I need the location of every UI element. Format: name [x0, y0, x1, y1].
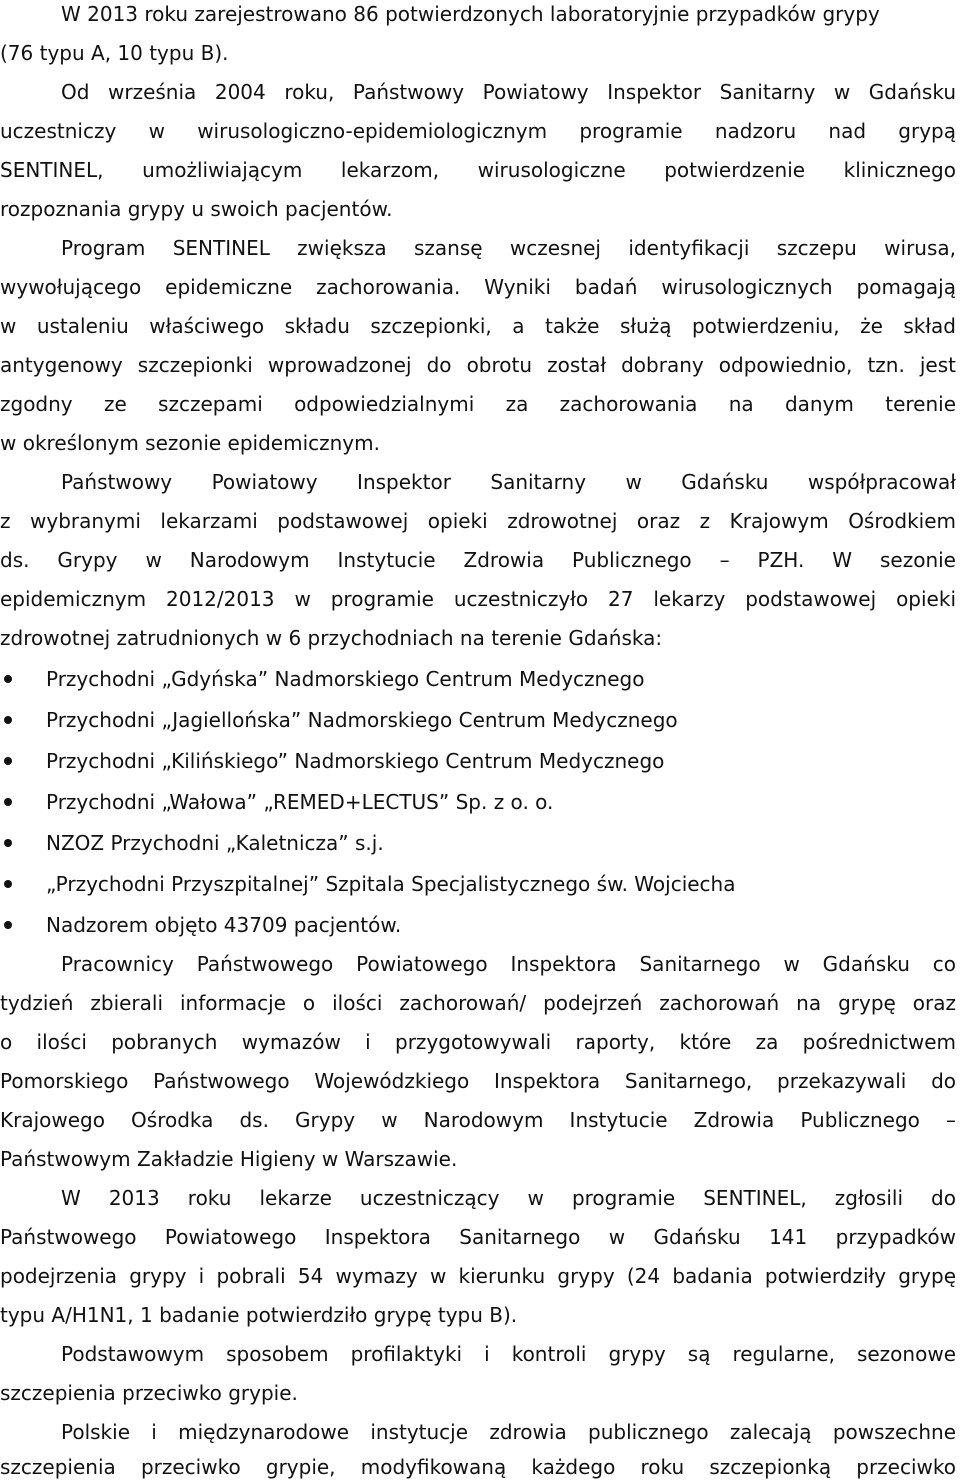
list-item — [0, 706, 960, 734]
text-line: SENTINEL, umożliwiającym lekarzom, wirusologiczne potwierdzenie klinicznego — [0, 158, 956, 182]
text-line: Państwowego Powiatowego Inspektora Sanitarnego w Gdańsku 141 przypadków — [0, 1225, 956, 1249]
text-line: szczepienia przeciwko grypie, modyfikowaną każdego roku szczepionką przeciwko — [0, 1455, 956, 1479]
text-line: o ilości pobranych wymazów i przygotowywali raporty, które za pośrednictwem — [0, 1030, 956, 1054]
list-item-text: NZOZ Przychodni „Kaletnicza” s.j. — [46, 831, 384, 855]
list-item — [0, 870, 960, 898]
text-line: W 2013 roku zarejestrowano 86 potwierdzonych laboratoryjnie przypadków grypy — [61, 2, 880, 26]
text-line: uczestniczy w wirusologiczno-epidemiologicznym programie nadzoru nad grypą — [0, 119, 956, 143]
list-item — [0, 665, 960, 693]
list-item-text: Przychodni „Jagiellońska” Nadmorskiego Centrum Medycznego — [46, 708, 678, 732]
text-line: Pomorskiego Państwowego Wojewódzkiego Inspektora Sanitarnego, przekazywali do — [0, 1069, 956, 1093]
text-line: podejrzenia grypy i pobrali 54 wymazy w kierunku grypy (24 badania potwierdziły grypę — [0, 1264, 956, 1288]
list-item — [0, 829, 960, 857]
text-line: zgodny ze szczepami odpowiedzialnymi za zachorowania na danym terenie — [0, 392, 956, 416]
text-line: Program SENTINEL zwiększa szansę wczesnej identyfikacji szczepu wirusa, — [61, 236, 956, 260]
list-item — [0, 911, 960, 939]
text-line: Pracownicy Państwowego Powiatowego Inspektora Sanitarnego w Gdańsku co — [61, 952, 956, 976]
text-line: antygenowy szczepionki wprowadzonej do obrotu został dobrany odpowiednio, tzn. jest — [0, 353, 956, 377]
bullet-icon — [4, 880, 12, 888]
list-item-text: Przychodni „Gdyńska” Nadmorskiego Centrum Medycznego — [46, 667, 645, 691]
bullet-icon — [4, 716, 12, 724]
text-line: w ustaleniu właściwego składu szczepionki, a także służą potwierdzeniu, że skład — [0, 314, 956, 338]
text-line: epidemicznym 2012/2013 w programie uczestniczyło 27 lekarzy podstawowej opieki — [0, 587, 956, 611]
bullet-icon — [4, 798, 12, 806]
bullet-icon — [4, 921, 12, 929]
text-line: Podstawowym sposobem profilaktyki i kontroli grypy są regularne, sezonowe — [61, 1342, 956, 1366]
list-item-text: „Przychodni Przyszpitalnej” Szpitala Specjalistycznego św. Wojciecha — [46, 872, 736, 896]
text-line: Państwowy Powiatowy Inspektor Sanitarny w Gdańsku współpracował — [61, 470, 956, 494]
text-line: Krajowego Ośrodka ds. Grypy w Narodowym Instytucie Zdrowia Publicznego – — [0, 1108, 956, 1132]
text-line: tydzień zbierali informacje o ilości zachorowań/ podejrzeń zachorowań na grypę oraz — [0, 991, 956, 1015]
list-item — [0, 788, 960, 816]
bullet-icon — [4, 757, 12, 765]
text-line: Państwowym Zakładzie Higieny w Warszawie. — [0, 1147, 458, 1171]
text-line: z wybranymi lekarzami podstawowej opieki zdrowotnej oraz z Krajowym Ośrodkiem — [0, 509, 956, 533]
text-line: Polskie i międzynarodowe instytucje zdrowia publicznego zalecają powszechne — [61, 1420, 956, 1444]
list-item-text: Przychodni „Kilińskiego” Nadmorskiego Centrum Medycznego — [46, 749, 665, 773]
text-line: W 2013 roku lekarze uczestniczący w programie SENTINEL, zgłosili do — [61, 1186, 956, 1210]
text-line: wywołującego epidemiczne zachorowania. Wyniki badań wirusologicznych pomagają — [0, 275, 956, 299]
bullet-icon — [4, 839, 12, 847]
bullet-icon — [4, 675, 12, 683]
text-line: ds. Grypy w Narodowym Instytucie Zdrowia Publicznego – PZH. W sezonie — [0, 548, 956, 572]
text-line: szczepienia przeciwko grypie. — [0, 1381, 298, 1405]
text-line: Od września 2004 roku, Państwowy Powiatowy Inspektor Sanitarny w Gdańsku — [61, 80, 956, 104]
text-line: (76 typu A, 10 typu B). — [0, 41, 229, 65]
list-item — [0, 747, 960, 775]
text-line: typu A/H1N1, 1 badanie potwierdziło grypę typu B). — [0, 1303, 518, 1327]
list-item-text: Nadzorem objęto 43709 pacjentów. — [46, 913, 402, 937]
text-line: rozpoznania grypy u swoich pacjentów. — [0, 197, 393, 221]
text-line: zdrowotnej zatrudnionych w 6 przychodniach na terenie Gdańska: — [0, 626, 663, 650]
text-line: w określonym sezonie epidemicznym. — [0, 431, 380, 455]
list-item-text: Przychodni „Wałowa” „REMED+LECTUS” Sp. z o. o. — [46, 790, 554, 814]
